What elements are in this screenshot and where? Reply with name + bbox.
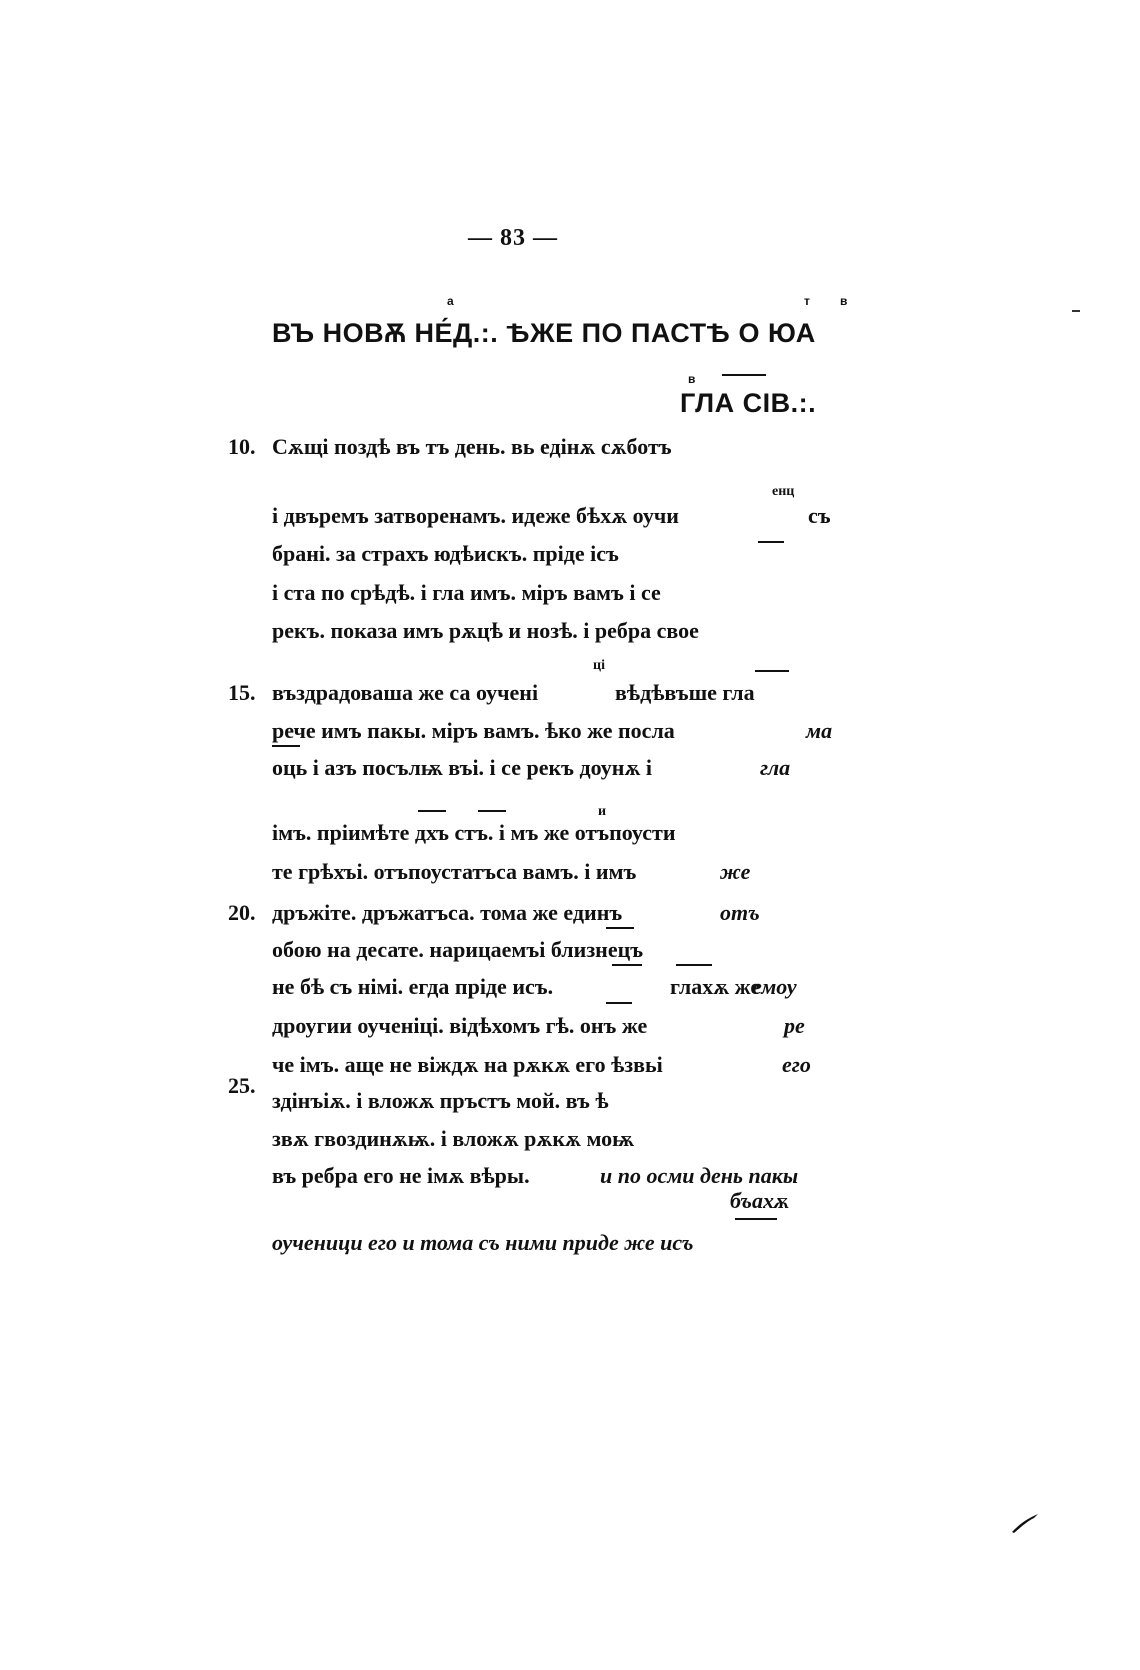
ink-mark-icon [1010, 1510, 1040, 1534]
superscript-v: в [840, 294, 848, 308]
titlo-mark [612, 964, 642, 966]
text-line: звѫ гвоздинѫѭ. і вложѫ рѫкѫ моѭ [272, 1126, 635, 1151]
titlo-mark [676, 964, 712, 966]
text-line: обою на десате. нарицаемъі близнецъ [272, 937, 644, 962]
text-line-end: ре [784, 1013, 805, 1038]
text-line: оученици его и тома съ ними приде же исъ [272, 1230, 694, 1255]
titlo-mark [722, 374, 766, 376]
text-line: і ста по срѣдѣ. і гла имъ. міръ вамъ і се [272, 580, 661, 605]
text-line: не бѣ съ німі. егда пріде исъ. [272, 974, 554, 999]
titlo-mark [418, 810, 446, 812]
text-line: оць і азъ посълѭ въі. і се рекъ доунѫ і [272, 755, 653, 780]
text-line: те грѣхъі. отъпоустатъса вамъ. і имъ [272, 859, 637, 884]
text-line: брані. за страхъ юдѣискъ. пріде ісъ [272, 541, 619, 566]
titlo-mark [755, 670, 789, 672]
marginal-enc: енц [772, 484, 795, 499]
superscript-t: т [804, 294, 810, 308]
text-line-end: ма [806, 718, 833, 743]
titlo-mark [606, 1002, 632, 1004]
text-line-end: вѣдѣвъше гла [615, 680, 755, 705]
text-line: дроугии оученіці. відѣхомъ гѣ. онъ же [272, 1013, 648, 1038]
text-line: Сѫщі поздѣ въ тъ день. вь едінѫ сѫботъ [272, 434, 672, 459]
page-number: — 83 — [468, 225, 558, 251]
text-line: рекъ. показа имъ рѫцѣ и нозѣ. і ребра свое [272, 618, 699, 643]
marginal-ts: ці [593, 658, 605, 673]
titlo-mark [272, 745, 300, 747]
text-line-end: емоу [752, 974, 797, 999]
text-line: че імъ. аще не віждѫ на рѫкѫ его ѣзвьі [272, 1052, 663, 1077]
text-line-end: же [720, 859, 751, 884]
text-line-end: глахѫ же [670, 974, 761, 999]
text-line-end: его [782, 1052, 811, 1077]
heading-line-2: ГЛА СІВ.:. [680, 388, 817, 418]
titlo-mark [478, 810, 506, 812]
text-line-end: и по осми день пакы [600, 1163, 799, 1188]
text-line: рече имъ пакы. міръ вамъ. ѣко же посла [272, 718, 675, 743]
marginal-ba: бъахѫ [730, 1188, 789, 1213]
titlo-mark [758, 541, 784, 543]
superscript-a: а [447, 294, 454, 308]
text-line: въздрадоваша же са оученi [272, 680, 539, 705]
text-line-end: съ [808, 503, 831, 528]
verse-number-25: 25. [228, 1073, 256, 1098]
titlo-mark [606, 927, 634, 929]
verse-number-10: 10. [228, 434, 256, 459]
heading-line-1: ВЪ НОВѪ НЕ́Д.:. ѢЖЕ ПО ПАСТѢ О ЮА [272, 318, 816, 348]
text-line: і двъремъ затворенамъ. идеже бѣхѫ оучи [272, 503, 679, 528]
ink-dot-icon [1072, 308, 1082, 314]
titlo-mark [735, 1218, 777, 1220]
marginal-i: и [598, 804, 607, 819]
text-line-end: гла [760, 755, 791, 780]
text-line: дръжіте. дръжатъса. тома же единъ [272, 900, 623, 925]
text-line: здінъіѫ. і вложѫ пръстъ мой. въ ѣ [272, 1088, 609, 1113]
text-line: въ ребра его не імѫ вѣры. [272, 1163, 530, 1188]
text-line-end: отъ [720, 900, 760, 925]
verse-number-20: 20. [228, 900, 256, 925]
superscript-v2: в [688, 372, 696, 386]
text-line: імъ. пріимѣте дхъ стъ. і мъ же отъпоусти [272, 820, 676, 845]
verse-number-15: 15. [228, 680, 256, 705]
